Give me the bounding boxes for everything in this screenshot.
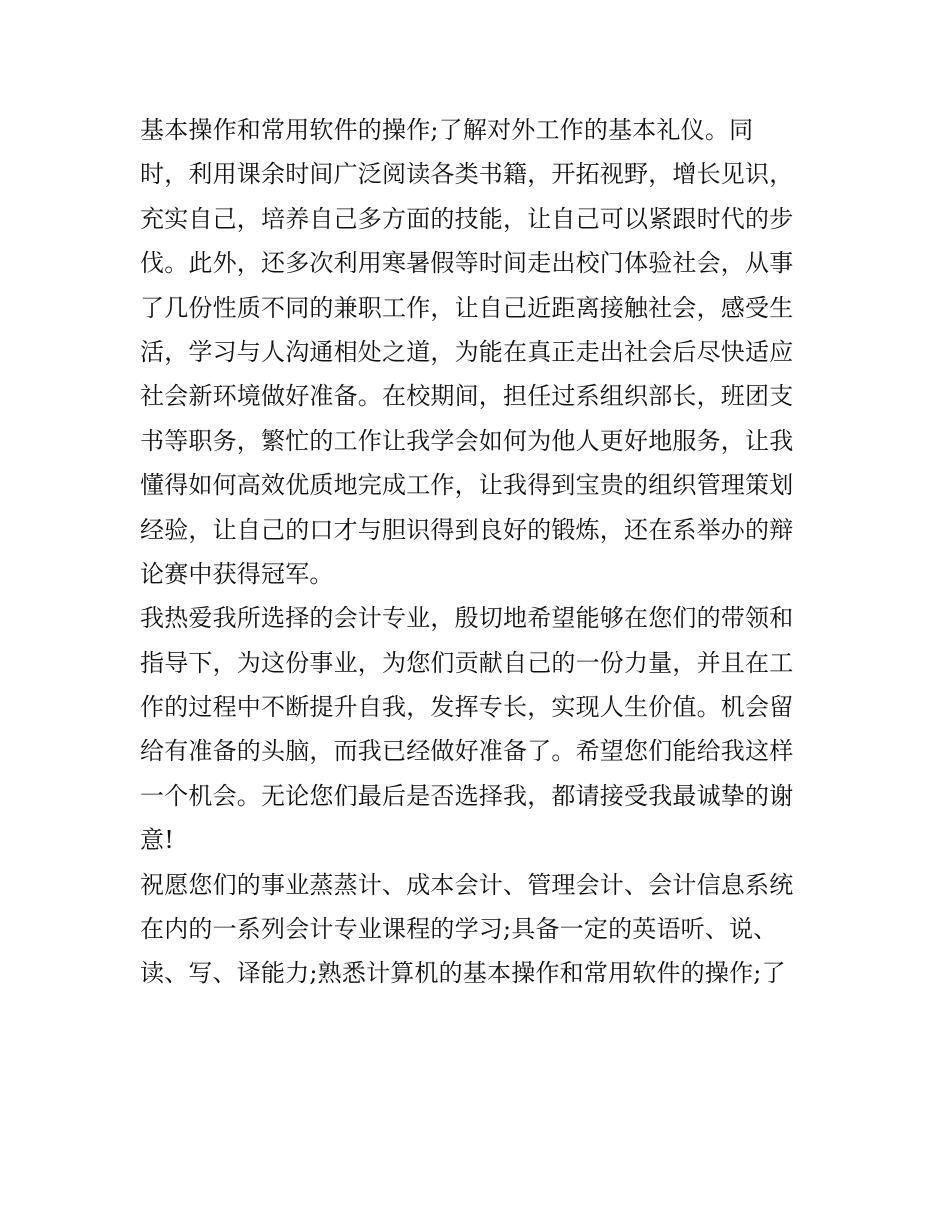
text-line: 我热爱我所选择的会计专业，殷切地希望能够在您们的带领和 [140, 604, 794, 633]
text-line: 充实自己，培养自己多方面的技能，让自己可以紧跟时代的步 [140, 204, 794, 233]
text-line: 一个机会。无论您们最后是否选择我，都请接受我最诚挚的谢 [140, 781, 794, 810]
text-line: 给有准备的头脑，而我已经做好准备了。希望您们能给我这样 [140, 737, 794, 766]
text-line: 指导下，为这份事业，为您们贡献自己的一份力量，并且在工 [140, 648, 794, 677]
text-line: 经验，让自己的口才与胆识得到良好的锻炼，还在系举办的辩 [140, 515, 794, 544]
text-line: 论赛中获得冠军。 [140, 559, 334, 588]
text-line: 祝愿您们的事业蒸蒸计、成本会计、管理会计、会计信息系统 [140, 870, 794, 899]
text-line: 书等职务，繁忙的工作让我学会如何为他人更好地服务，让我 [140, 426, 794, 455]
text-line: 活，学习与人沟通相处之道，为能在真正走出社会后尽快适应 [140, 337, 794, 366]
text-line: 基本操作和常用软件的操作;了解对外工作的基本礼仪。同 [140, 116, 754, 144]
text-line: 作的过程中不断提升自我，发挥专长，实现人生价值。机会留 [140, 693, 794, 722]
body-text [140, 108, 820, 996]
text-line: 在内的一系列会计专业课程的学习;具备一定的英语听、说、 [140, 915, 778, 944]
text-line: 懂得如何高效优质地完成工作，让我得到宝贵的组织管理策划 [140, 471, 794, 500]
text-line: 伐。此外，还多次利用寒暑假等时间走出校门体验社会，从事 [140, 249, 794, 278]
text-line: 读、写、译能力;熟悉计算机的基本操作和常用软件的操作;了 [140, 959, 786, 988]
text-line: 意! [140, 826, 175, 855]
text-line: 了几份性质不同的兼职工作，让自己近距离接触社会，感受生 [140, 293, 794, 322]
text-line: 社会新环境做好准备。在校期间，担任过系组织部长，班团支 [140, 382, 794, 411]
text-line: 时，利用课余时间广泛阅读各类书籍，开拓视野，增长见识， [140, 160, 794, 189]
